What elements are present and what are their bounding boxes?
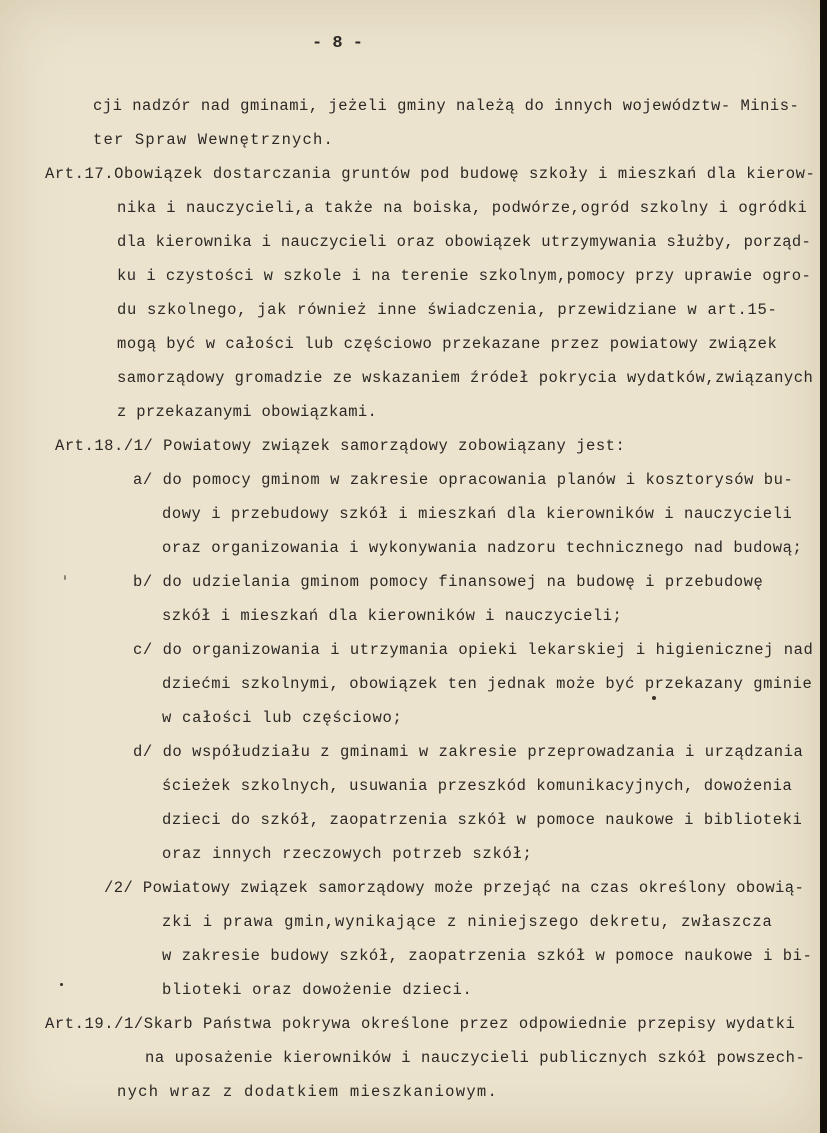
text-line: ku i czystości w szkole i na terenie szkolnym,pomocy przy uprawie ogro- [117, 267, 812, 285]
text-line: Art.17.Obowiązek dostarczania gruntów pod budowę szkoły i mieszkań dla kierow- [45, 165, 816, 183]
text-line: dzieci do szkół, zaopatrzenia szkół w pomoce naukowe i biblioteki [162, 811, 803, 829]
text-line: zki i prawa gmin,wynikające z niniejszego dekretu, zwłaszcza [162, 913, 773, 931]
text-line: cji nadzór nad gminami, jeżeli gminy należą do innych województw- Minis- [93, 97, 800, 115]
text-line: oraz organizowania i wykonywania nadzoru technicznego nad budową; [162, 539, 803, 557]
text-line: dla kierownika i nauczycieli oraz obowiązek utrzymywania służby, porząd- [117, 233, 812, 251]
text-line: dowy i przebudowy szkół i mieszkań dla kierowników i nauczycieli [162, 505, 793, 523]
text-line: du szkolnego, jak również inne świadczenia, przewidziane w art.15- [117, 301, 778, 319]
text-line: /2/ Powiatowy związek samorządowy może przejąć na czas określony obowią- [104, 879, 805, 897]
text-line: d/ do współudziału z gminami w zakresie przeprowadzania i urządzania [133, 743, 804, 761]
text-line: nych wraz z dodatkiem mieszkaniowym. [117, 1083, 499, 1101]
text-line: na uposażenie kierowników i nauczycieli publicznych szkół powszech- [145, 1049, 806, 1067]
text-line: oraz innych rzeczowych potrzeb szkół; [162, 845, 533, 863]
page-number: - 8 - [312, 34, 364, 53]
text-line: c/ do organizowania i utrzymania opieki lekarskiej i higienicznej nad [133, 641, 814, 659]
text-line: szkół i mieszkań dla kierowników i nauczycieli; [162, 607, 623, 625]
text-line: w zakresie budowy szkół, zaopatrzenia szkół w pomoce naukowe i bi- [162, 947, 813, 965]
ink-speck [652, 696, 656, 700]
text-line: ścieżek szkolnych, usuwania przeszkód komunikacyjnych, dowożenia [162, 777, 793, 795]
text-line: dziećmi szkolnymi, obowiązek ten jednak może być przekazany gminie [162, 675, 813, 693]
text-line: ter Spraw Wewnętrznych. [93, 131, 334, 149]
text-line: a/ do pomocy gminom w zakresie opracowania planów i kosztorysów bu- [133, 471, 794, 489]
scan-border [820, 0, 827, 1133]
text-line: Art.19./1/Skarb Państwa pokrywa określone przez odpowiednie przepisy wydatki [45, 1015, 796, 1033]
text-line: Art.18./1/ Powiatowy związek samorządowy zobowiązany jest: [55, 437, 626, 455]
text-line: nika i nauczycieli,a także na boiska, podwórze,ogród szkolny i ogródki [117, 199, 808, 217]
text-line: mogą być w całości lub częściowo przekazane przez powiatowy związek [117, 335, 778, 353]
text-line: b/ do udzielania gminom pomocy finansowej na budowę i przebudowę [133, 573, 764, 591]
text-line: samorządowy gromadzie ze wskazaniem źródeł pokrycia wydatków,związanych [117, 369, 814, 387]
ink-speck [64, 575, 66, 580]
ink-speck [60, 983, 63, 986]
text-line: z przekazanymi obowiązkami. [117, 403, 378, 421]
text-line: w całości lub częściowo; [162, 709, 403, 727]
text-line: blioteki oraz dowożenie dzieci. [162, 981, 473, 999]
